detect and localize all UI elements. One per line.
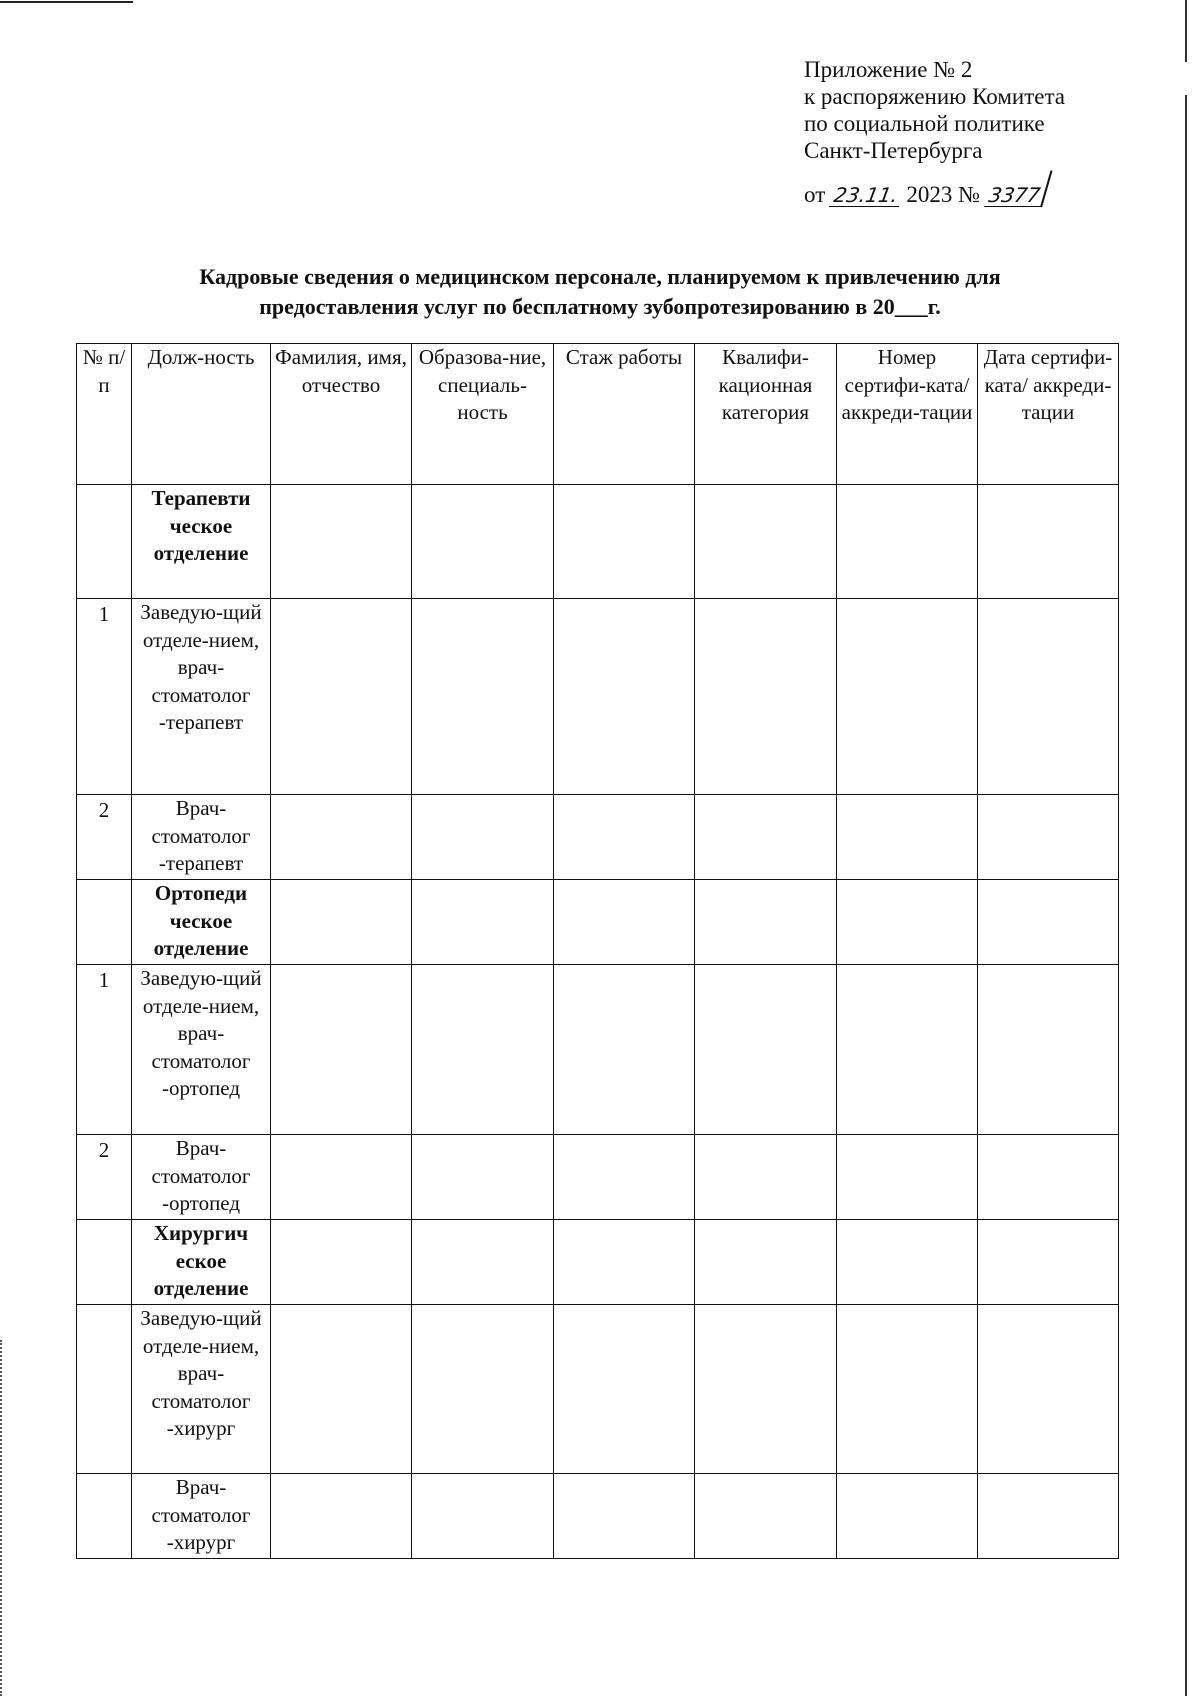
table-header-row bbox=[77, 344, 1119, 485]
empty-cell[interactable] bbox=[554, 1305, 695, 1474]
empty-cell[interactable] bbox=[695, 485, 837, 599]
position-cell: Врач-стоматолог -хирург bbox=[132, 1474, 271, 1559]
section-title-cell: Хирургич еское отделение bbox=[132, 1220, 271, 1305]
document-title-line: Кадровые сведения о медицинском персонале, планируемом к привлечению для bbox=[199, 264, 1001, 289]
empty-cell[interactable] bbox=[837, 1474, 978, 1559]
position-cell: Врач-стоматолог -ортопед bbox=[132, 1135, 271, 1220]
empty-cell[interactable] bbox=[695, 965, 837, 1135]
empty-cell[interactable] bbox=[978, 795, 1119, 880]
table-row bbox=[77, 880, 1119, 965]
date-prefix: от bbox=[804, 182, 826, 207]
year-and-number-label: 2023 № bbox=[906, 182, 981, 207]
row-number-cell bbox=[77, 485, 132, 599]
handwritten-date: 23.11. bbox=[829, 184, 903, 207]
empty-cell[interactable] bbox=[554, 1220, 695, 1305]
empty-cell[interactable] bbox=[695, 1474, 837, 1559]
table-row bbox=[77, 1135, 1119, 1220]
empty-cell[interactable] bbox=[978, 965, 1119, 1135]
table-row bbox=[77, 599, 1119, 795]
empty-cell[interactable] bbox=[695, 1135, 837, 1220]
row-number-cell: 2 bbox=[77, 1135, 132, 1220]
annex-date-line bbox=[804, 164, 1104, 208]
empty-cell[interactable] bbox=[837, 795, 978, 880]
annex-line: Санкт-Петербурга bbox=[804, 138, 983, 163]
empty-cell[interactable] bbox=[412, 880, 554, 965]
empty-cell[interactable] bbox=[837, 1305, 978, 1474]
empty-cell[interactable] bbox=[271, 1474, 412, 1559]
empty-cell[interactable] bbox=[554, 485, 695, 599]
row-number-cell bbox=[77, 1305, 132, 1474]
row-number-cell bbox=[77, 1474, 132, 1559]
empty-cell[interactable] bbox=[271, 880, 412, 965]
annex-line: по социальной политике bbox=[804, 111, 1045, 136]
empty-cell[interactable] bbox=[271, 485, 412, 599]
scan-edge-right bbox=[1185, 0, 1187, 62]
empty-cell[interactable] bbox=[412, 599, 554, 795]
empty-cell[interactable] bbox=[271, 1135, 412, 1220]
scan-edge-right bbox=[1185, 95, 1187, 1696]
header-cell-experience: Стаж работы bbox=[554, 344, 695, 485]
row-number-cell: 2 bbox=[77, 795, 132, 880]
header-cell-cert-number: Номер сертифи-ката/ аккреди-тации bbox=[837, 344, 978, 485]
empty-cell[interactable] bbox=[554, 880, 695, 965]
header-cell-education: Образова-ние, специаль-ность bbox=[412, 344, 554, 485]
scan-edge-left bbox=[0, 1340, 4, 1696]
empty-cell[interactable] bbox=[412, 485, 554, 599]
empty-cell[interactable] bbox=[978, 1474, 1119, 1559]
empty-cell[interactable] bbox=[412, 1220, 554, 1305]
empty-cell[interactable] bbox=[978, 485, 1119, 599]
empty-cell[interactable] bbox=[978, 1220, 1119, 1305]
empty-cell[interactable] bbox=[412, 965, 554, 1135]
position-cell: Заведую-щий отделе-нием, врач-стоматолог -ортопед bbox=[132, 965, 271, 1135]
position-cell: Заведую-щий отделе-нием, врач-стоматолог -хирург bbox=[132, 1305, 271, 1474]
empty-cell[interactable] bbox=[554, 1474, 695, 1559]
scan-edge-top bbox=[0, 1, 133, 3]
empty-cell[interactable] bbox=[695, 1305, 837, 1474]
row-number-cell bbox=[77, 880, 132, 965]
empty-cell[interactable] bbox=[412, 1135, 554, 1220]
header-cell-cert-date: Дата сертифи-ката/ аккреди-тации bbox=[978, 344, 1119, 485]
header-cell-category: Квалифи-кационная категория bbox=[695, 344, 837, 485]
empty-cell[interactable] bbox=[695, 599, 837, 795]
section-title-cell: Ортопеди ческое отделение bbox=[132, 880, 271, 965]
empty-cell[interactable] bbox=[271, 1220, 412, 1305]
empty-cell[interactable] bbox=[271, 965, 412, 1135]
empty-cell[interactable] bbox=[695, 795, 837, 880]
position-cell: Заведую-щий отделе-нием, врач-стоматолог -терапевт bbox=[132, 599, 271, 795]
empty-cell[interactable] bbox=[412, 1305, 554, 1474]
position-cell: Врач-стоматолог -терапевт bbox=[132, 795, 271, 880]
empty-cell[interactable] bbox=[978, 599, 1119, 795]
empty-cell[interactable] bbox=[837, 1135, 978, 1220]
header-cell-num: № п/п bbox=[77, 344, 132, 485]
empty-cell[interactable] bbox=[554, 965, 695, 1135]
empty-cell[interactable] bbox=[554, 599, 695, 795]
staff-table bbox=[76, 343, 1119, 1559]
empty-cell[interactable] bbox=[271, 1305, 412, 1474]
header-cell-position: Долж-ность bbox=[132, 344, 271, 485]
annex-line: Приложение № 2 bbox=[804, 57, 973, 82]
empty-cell[interactable] bbox=[695, 880, 837, 965]
handwritten-number: 3377 bbox=[984, 184, 1045, 207]
table-row bbox=[77, 485, 1119, 599]
row-number-cell: 1 bbox=[77, 965, 132, 1135]
table-row bbox=[77, 1305, 1119, 1474]
empty-cell[interactable] bbox=[837, 485, 978, 599]
empty-cell[interactable] bbox=[554, 1135, 695, 1220]
empty-cell[interactable] bbox=[837, 599, 978, 795]
section-title-cell: Терапевти ческое отделение bbox=[132, 485, 271, 599]
empty-cell[interactable] bbox=[978, 1135, 1119, 1220]
empty-cell[interactable] bbox=[695, 1220, 837, 1305]
document-title bbox=[110, 262, 1090, 322]
empty-cell[interactable] bbox=[412, 1474, 554, 1559]
row-number-cell bbox=[77, 1220, 132, 1305]
empty-cell[interactable] bbox=[978, 880, 1119, 965]
table-row bbox=[77, 965, 1119, 1135]
row-number-cell: 1 bbox=[77, 599, 132, 795]
empty-cell[interactable] bbox=[271, 599, 412, 795]
empty-cell[interactable] bbox=[271, 795, 412, 880]
handwritten-slash-mark bbox=[1040, 170, 1068, 211]
table-row bbox=[77, 1474, 1119, 1559]
empty-cell[interactable] bbox=[837, 880, 978, 965]
annex-header bbox=[804, 56, 1104, 208]
empty-cell[interactable] bbox=[554, 795, 695, 880]
table-row bbox=[77, 1220, 1119, 1305]
empty-cell[interactable] bbox=[412, 795, 554, 880]
annex-line: к распоряжению Комитета bbox=[804, 84, 1065, 109]
empty-cell[interactable] bbox=[837, 965, 978, 1135]
table-row bbox=[77, 795, 1119, 880]
document-title-line: предоставления услуг по бесплатному зубопротезированию в 20___г. bbox=[259, 294, 941, 319]
empty-cell[interactable] bbox=[978, 1305, 1119, 1474]
empty-cell[interactable] bbox=[837, 1220, 978, 1305]
header-cell-fio: Фамилия, имя, отчество bbox=[271, 344, 412, 485]
